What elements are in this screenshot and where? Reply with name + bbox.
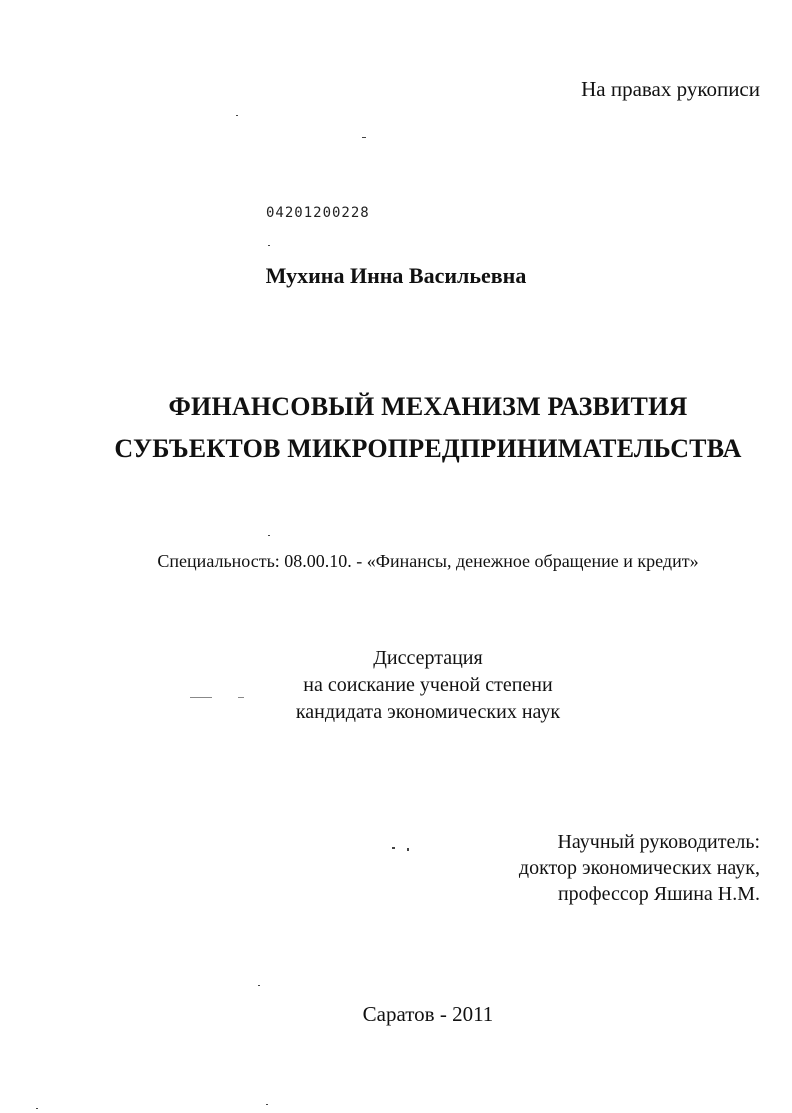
dissertation-title [0,386,792,470]
scan-speck [190,697,212,698]
scan-speck [258,985,260,986]
city-year: Саратов - 2011 [362,1002,494,1026]
supervisor-degree: доктор экономических наук, [518,857,760,879]
catalog-code: 04201200228 [266,205,370,221]
degree-line-2: на соискание ученой степени [303,674,553,696]
degree-block [0,645,792,726]
supervisor-heading: Научный руководитель: [557,831,760,853]
scan-speck [362,137,366,138]
title-line-1: ФИНАНСОВЫЙ МЕХАНИЗМ РАЗВИТИЯ [168,392,688,421]
author-name: Мухина Инна Васильевна [265,263,527,288]
degree-line-1: Диссертация [373,647,483,669]
scan-speck [36,1108,38,1109]
manuscript-rights-note: На правах рукописи [581,77,760,101]
scan-speck [266,1104,268,1105]
degree-line-3: кандидата экономических наук [295,701,561,723]
scan-speck [268,535,270,536]
specialty-line: Специальность: 08.00.10. - «Финансы, денежное обращение и кредит» [157,551,699,571]
scan-speck [238,697,244,698]
scan-speck [236,115,238,116]
title-line-2: СУБЪЕКТОВ МИКРОПРЕДПРИНИМАТЕЛЬСТВА [114,434,742,463]
scan-speck [392,847,395,849]
supervisor-block [519,829,760,907]
scan-speck [268,245,270,246]
scan-speck [407,848,409,851]
supervisor-name: профессор Яшина Н.М. [557,883,760,905]
